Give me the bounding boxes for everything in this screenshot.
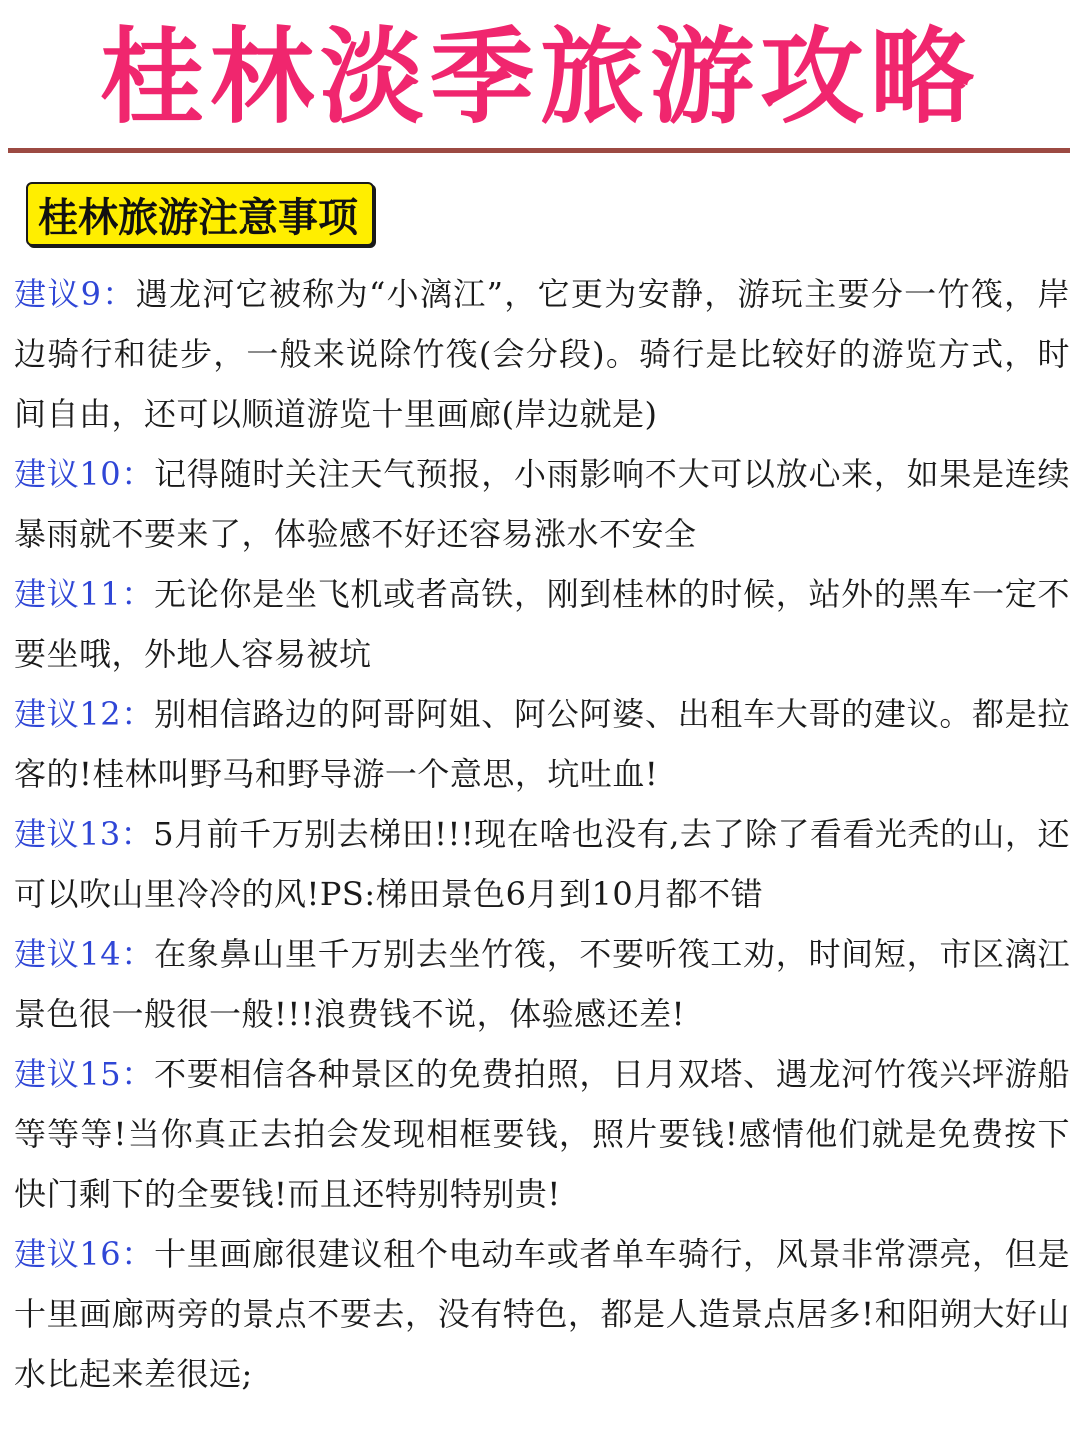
title-banner <box>0 12 1080 142</box>
suggestion-list <box>14 264 1070 1404</box>
suggestion-label: 建议9： <box>14 275 136 313</box>
suggestion-label: 建议11： <box>14 575 155 613</box>
suggestion-label: 建议10： <box>14 455 155 493</box>
suggestion-text: 记得随时关注天气预报，小雨影响不大可以放心来，如果是连续暴雨就不要来了，体验感不好还容易涨水不安全 <box>14 455 1070 553</box>
suggestion-item <box>14 444 1070 564</box>
suggestion-label: 建议16： <box>14 1235 155 1273</box>
suggestion-text: 别相信路边的阿哥阿姐、阿公阿婆、出租车大哥的建议。都是拉客的!桂林叫野马和野导游一个意思，坑吐血! <box>14 695 1070 793</box>
suggestion-item <box>14 684 1070 804</box>
suggestion-item <box>14 264 1070 444</box>
suggestion-label: 建议13： <box>14 815 154 853</box>
suggestion-text: 5月前千万别去梯田!!!现在啥也没有,去了除了看看光秃的山，还可以吹山里冷冷的风!PS:梯田景色6月到10月都不错 <box>14 815 1070 913</box>
suggestion-label: 建议15： <box>14 1055 155 1093</box>
section-title-badge: 桂林旅游注意事项 <box>26 182 374 246</box>
suggestion-label: 建议12： <box>14 695 155 733</box>
suggestion-item <box>14 924 1070 1044</box>
suggestion-text: 十里画廊很建议租个电动车或者单车骑行，风景非常漂亮，但是十里画廊两旁的景点不要去，没有特色，都是人造景点居多!和阳朔大好山水比起来差很远; <box>14 1235 1070 1393</box>
suggestion-text: 不要相信各种景区的免费拍照，日月双塔、遇龙河竹筏兴坪游船等等等!当你真正去拍会发现相框要钱，照片要钱!感情他们就是免费按下快门剩下的全要钱!而且还特别特别贵! <box>14 1055 1070 1213</box>
suggestion-text: 在象鼻山里千万别去坐竹筏，不要听筏工劝，时间短，市区漓江景色很一般很一般!!!浪费钱不说，体验感还差! <box>14 935 1070 1033</box>
suggestion-label: 建议14： <box>14 935 155 973</box>
page-title: 桂林淡季旅游攻略 <box>99 16 980 138</box>
suggestion-item <box>14 1044 1070 1224</box>
title-divider <box>8 148 1070 153</box>
suggestion-item <box>14 1224 1070 1404</box>
suggestion-text: 无论你是坐飞机或者高铁，刚到桂林的时候，站外的黑车一定不要坐哦，外地人容易被坑 <box>14 575 1070 673</box>
suggestion-text: 遇龙河它被称为“小漓江”，它更为安静，游玩主要分一竹筏，岸边骑行和徒步，一般来说除竹筏(会分段)。骑行是比较好的游览方式，时间自由，还可以顺道游览十里画廊(岸边就是) <box>14 275 1070 433</box>
suggestion-item <box>14 804 1070 924</box>
suggestion-item <box>14 564 1070 684</box>
